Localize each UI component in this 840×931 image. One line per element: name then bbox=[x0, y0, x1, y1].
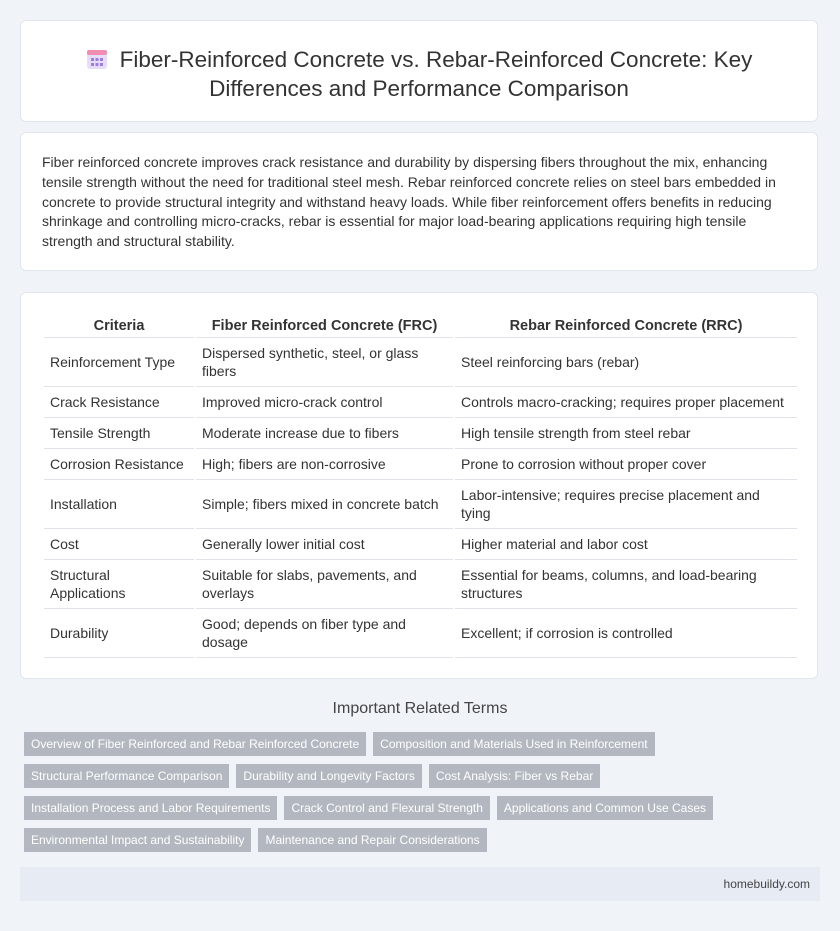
comparison-table bbox=[42, 315, 799, 658]
header-criteria: Criteria bbox=[44, 315, 194, 338]
related-term-tag[interactable]: Applications and Common Use Cases bbox=[497, 796, 713, 820]
cell-frc: Simple; fibers mixed in concrete batch bbox=[196, 480, 453, 529]
related-term-tag[interactable]: Overview of Fiber Reinforced and Rebar Reinforced Concrete bbox=[24, 732, 366, 756]
cell-rrc: Excellent; if corrosion is controlled bbox=[455, 609, 797, 658]
intro-paragraph: Fiber reinforced concrete improves crack resistance and durability by dispersing fibers throughout the mix, enhancing tensile strength without the need for traditional steel mesh. Rebar reinforced concrete relies on steel bars embedded in concrete to provide structural integrity and withstand heavy loads. While fiber reinforcement offers benefits in reducing shrinkage and controlling micro-cracks, rebar is essential for major load-bearing applications requiring high tensile strength and structural stability. bbox=[42, 154, 776, 250]
cell-criteria: Installation bbox=[44, 480, 194, 529]
footer bbox=[20, 867, 820, 901]
table-row bbox=[44, 449, 797, 480]
table-row bbox=[44, 480, 797, 529]
cell-criteria: Crack Resistance bbox=[44, 387, 194, 418]
cell-frc: Generally lower initial cost bbox=[196, 529, 453, 560]
cell-rrc: Steel reinforcing bars (rebar) bbox=[455, 338, 797, 387]
footer-site-link[interactable]: homebuildy.com bbox=[723, 877, 810, 891]
cell-rrc: Controls macro-cracking; requires proper placement bbox=[455, 387, 797, 418]
related-term-tag[interactable]: Composition and Materials Used in Reinforcement bbox=[373, 732, 654, 756]
table-row bbox=[44, 529, 797, 560]
related-terms-heading: Important Related Terms bbox=[332, 700, 508, 717]
calendar-grid-icon bbox=[86, 48, 108, 70]
related-term-tag[interactable]: Structural Performance Comparison bbox=[24, 764, 229, 788]
table-row bbox=[44, 387, 797, 418]
cell-criteria: Tensile Strength bbox=[44, 418, 194, 449]
page-title-row bbox=[21, 45, 817, 103]
header-frc: Fiber Reinforced Concrete (FRC) bbox=[196, 315, 453, 338]
title-card bbox=[20, 20, 818, 122]
related-term-tag[interactable]: Crack Control and Flexural Strength bbox=[284, 796, 489, 820]
cell-criteria: Durability bbox=[44, 609, 194, 658]
table-row bbox=[44, 418, 797, 449]
cell-criteria: Cost bbox=[44, 529, 194, 560]
related-term-tag[interactable]: Installation Process and Labor Requirements bbox=[24, 796, 277, 820]
table-row bbox=[44, 560, 797, 609]
header-rrc: Rebar Reinforced Concrete (RRC) bbox=[455, 315, 797, 338]
cell-rrc: Higher material and labor cost bbox=[455, 529, 797, 560]
table-row bbox=[44, 338, 797, 387]
related-term-tag[interactable]: Cost Analysis: Fiber vs Rebar bbox=[429, 764, 600, 788]
cell-rrc: Essential for beams, columns, and load-bearing structures bbox=[455, 560, 797, 609]
comparison-card bbox=[20, 292, 818, 679]
cell-frc: Suitable for slabs, pavements, and overlays bbox=[196, 560, 453, 609]
related-term-tag[interactable]: Maintenance and Repair Considerations bbox=[258, 828, 486, 852]
page-title: Fiber-Reinforced Concrete vs. Rebar-Reinforced Concrete: Key Differences and Performance Comparison bbox=[119, 47, 753, 101]
related-term-tag[interactable]: Durability and Longevity Factors bbox=[236, 764, 421, 788]
cell-rrc: High tensile strength from steel rebar bbox=[455, 418, 797, 449]
table-row bbox=[44, 609, 797, 658]
cell-criteria: Structural Applications bbox=[44, 560, 194, 609]
cell-frc: Improved micro-crack control bbox=[196, 387, 453, 418]
table-header-row bbox=[44, 315, 797, 338]
cell-frc: High; fibers are non-corrosive bbox=[196, 449, 453, 480]
related-term-tag[interactable]: Environmental Impact and Sustainability bbox=[24, 828, 251, 852]
cell-rrc: Prone to corrosion without proper cover bbox=[455, 449, 797, 480]
cell-rrc: Labor-intensive; requires precise placement and tying bbox=[455, 480, 797, 529]
cell-criteria: Corrosion Resistance bbox=[44, 449, 194, 480]
cell-frc: Good; depends on fiber type and dosage bbox=[196, 609, 453, 658]
cell-frc: Dispersed synthetic, steel, or glass fibers bbox=[196, 338, 453, 387]
related-terms-list bbox=[24, 732, 824, 860]
cell-frc: Moderate increase due to fibers bbox=[196, 418, 453, 449]
intro-card bbox=[20, 132, 818, 271]
cell-criteria: Reinforcement Type bbox=[44, 338, 194, 387]
